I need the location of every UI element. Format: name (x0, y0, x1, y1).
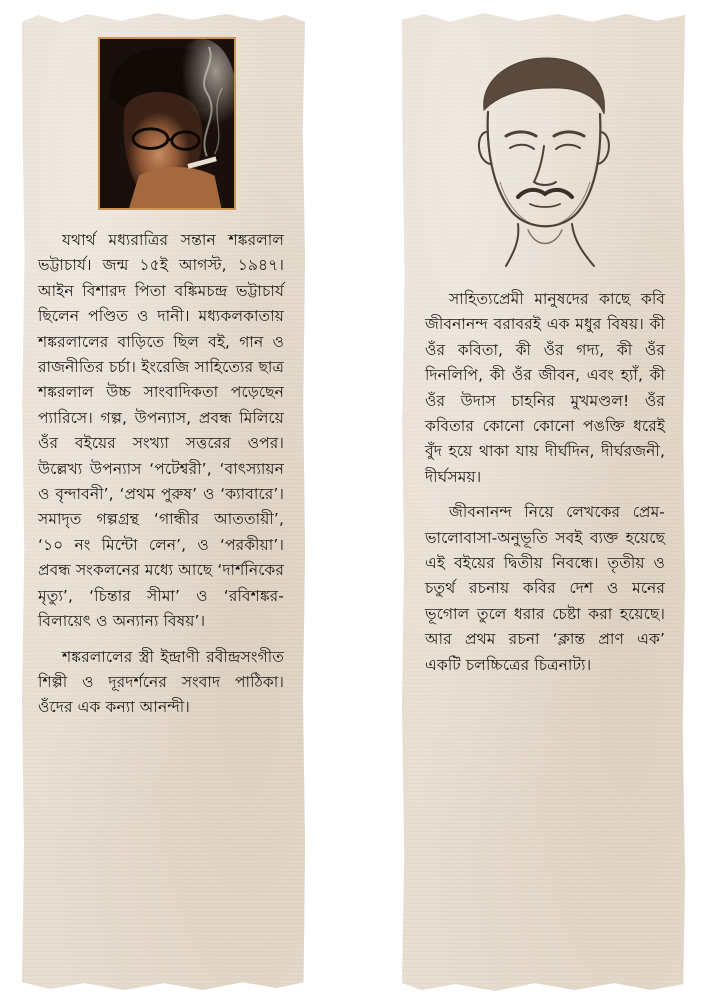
book-description (425, 287, 665, 678)
book-description-paragraph: সাহিত্যপ্রেমী মানুষদের কাছে কবি জীবনানন্দ বরাবরই এক মধুর বিষয়। কী ওঁর কবিতা, কী ওঁর গদ্য, কী ওঁর দিনলিপি, কী ওঁর জীবন, এবং হ্যাঁ, কী ওঁর উদাস চাহনির মুখমণ্ডল! ওঁর কবিতার কোনো কোনো পঙক্তি ধরেই বুঁদ হয়ে থাকা যায় দীর্ঘদিন, দীর্ঘরজনী, দীর্ঘসময়। (425, 290, 665, 486)
book-contents-paragraph: জীবনানন্দ নিয়ে লেখকের প্রেম-ভালোবাসা-অনুভূতি সবই ব্যক্ত হয়েছে এই বইয়ের দ্বিতীয় নিবন্ধে। তৃতীয় ও চতুর্থ রচনায় কবির দেশ ও মনের ভূগোল তুলে ধরার চেষ্টা করা হয়েছে। আর প্রথম রচনা ‘ক্লান্ত প্রাণ এক’ একটি চলচ্চিত্রের চিত্রনাট্য। (425, 503, 665, 674)
poet-portrait-sketch (470, 52, 618, 268)
author-family-paragraph: শঙ্করলালের স্ত্রী ইন্দ্রাণী রবীন্দ্রসংগীত শিল্পী ও দূরদর্শনের সংবাদ পাঠিকা। ওঁদের এক কন্যা আনন্দী। (38, 647, 284, 717)
author-bio (38, 228, 284, 721)
author-photo (98, 37, 236, 210)
author-bio-paragraph: যথার্থ মধ্যরাত্রির সন্তান শঙ্করলাল ভট্টাচার্য। জন্ম ১৫ই আগস্ট, ১৯৪৭। আইন বিশারদ পিতা বঙ্কিমচন্দ্র ভট্টাচার্য ছিলেন পণ্ডিত ও দানী। মধ্যকলকাতায় শঙ্করলালের বাড়িতে ছিল বই, গান ও রাজনীতির চর্চা। ইংরেজি সাহিত্যের ছাত্র শঙ্করলাল উচ্চ সাংবাদিকতা পড়েছেন প্যারিসে। গল্প, উপন্যাস, প্রবন্ধ মিলিয়ে ওঁর বইয়ের সংখ্যা সত্তরের ওপর। উল্লেখ্য উপন্যাস ‘পটেশ্বরী’, ‘বাৎস্যায়ন ও বৃন্দাবনী’, ‘প্রথম পুরুষ’ ও ‘ক্যাবারে’। সমাদৃত গল্পগ্রন্থ ‘গান্ধীর আততায়ী’, ‘১০ নং মিন্টো লেন’, ও ‘পরকীয়া’। প্রবন্ধ সংকলনের মধ্যে আছে ‘দার্শনিকের মৃত্যু’, ‘চিন্তার সীমা’ ও ‘রবিশঙ্কর-বিলায়েৎ ও অন্যান্য বিষয়’। (38, 231, 284, 631)
